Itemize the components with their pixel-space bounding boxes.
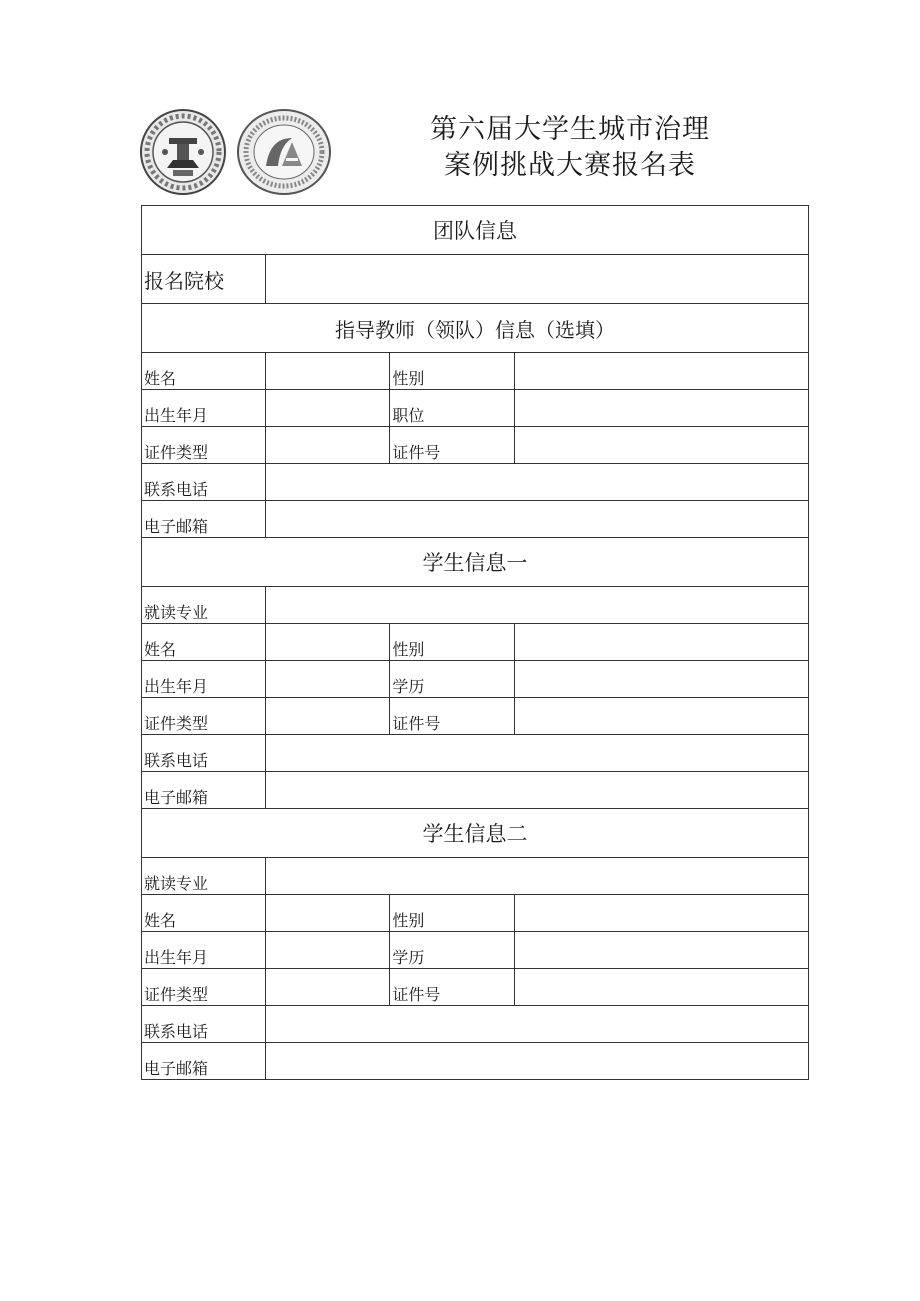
student2-id-no-label: 证件号: [390, 969, 514, 1006]
advisor-id-type-input-cell[interactable]: [266, 427, 390, 464]
form-title: [380, 112, 760, 184]
student2-major-input-cell[interactable]: [266, 858, 809, 895]
registration-form-table: [141, 205, 809, 1080]
sjtu-seal-logo: [139, 108, 227, 196]
advisor-gender-input-cell[interactable]: [514, 353, 808, 390]
advisor-birth-label: 出生年月: [142, 390, 266, 427]
advisor-id-no-label: 证件号: [390, 427, 514, 464]
advisor-name-input-cell[interactable]: [266, 353, 390, 390]
section-header-team: 团队信息: [142, 206, 809, 255]
section-header-student2: 学生信息二: [142, 809, 809, 858]
student2-email-label: 电子邮箱: [142, 1043, 266, 1080]
student2-phone-label: 联系电话: [142, 1006, 266, 1043]
organizer-seal-logo: [236, 108, 332, 196]
student1-gender-input-cell[interactable]: [514, 624, 808, 661]
student2-id-type-input-cell[interactable]: [266, 969, 390, 1006]
student1-education-input-cell[interactable]: [514, 661, 808, 698]
student2-gender-input-cell[interactable]: [514, 895, 808, 932]
student1-birth-label: 出生年月: [142, 661, 266, 698]
student2-id-no-input-cell[interactable]: [514, 969, 808, 1006]
student2-major-label: 就读专业: [142, 858, 266, 895]
student2-gender-label: 性别: [390, 895, 514, 932]
student2-name-label: 姓名: [142, 895, 266, 932]
student1-email-label: 电子邮箱: [142, 772, 266, 809]
advisor-gender-label: 性别: [390, 353, 514, 390]
student2-birth-input-cell[interactable]: [266, 932, 390, 969]
student2-birth-label: 出生年月: [142, 932, 266, 969]
advisor-id-no-input-cell[interactable]: [514, 427, 808, 464]
student2-education-input-cell[interactable]: [514, 932, 808, 969]
student1-id-no-label: 证件号: [390, 698, 514, 735]
advisor-birth-input-cell[interactable]: [266, 390, 390, 427]
advisor-phone-label: 联系电话: [142, 464, 266, 501]
advisor-position-input-cell[interactable]: [514, 390, 808, 427]
student1-id-type-label: 证件类型: [142, 698, 266, 735]
student1-gender-label: 性别: [390, 624, 514, 661]
student1-id-type-input-cell[interactable]: [266, 698, 390, 735]
student1-birth-input-cell[interactable]: [266, 661, 390, 698]
student2-email-input-cell[interactable]: [266, 1043, 809, 1080]
student2-phone-input-cell[interactable]: [266, 1006, 809, 1043]
advisor-email-label: 电子邮箱: [142, 501, 266, 538]
school-input-cell[interactable]: [266, 255, 809, 304]
student1-major-input-cell[interactable]: [266, 587, 809, 624]
student1-phone-label: 联系电话: [142, 735, 266, 772]
student2-education-label: 学历: [390, 932, 514, 969]
section-header-student1: 学生信息一: [142, 538, 809, 587]
student1-phone-input-cell[interactable]: [266, 735, 809, 772]
section-header-advisor: 指导教师（领队）信息（选填）: [142, 304, 809, 353]
advisor-position-label: 职位: [390, 390, 514, 427]
student1-education-label: 学历: [390, 661, 514, 698]
logo-group: [139, 108, 334, 198]
student1-major-label: 就读专业: [142, 587, 266, 624]
student2-id-type-label: 证件类型: [142, 969, 266, 1006]
student1-name-input-cell[interactable]: [266, 624, 390, 661]
advisor-name-label: 姓名: [142, 353, 266, 390]
title-line-1: 第六届大学生城市治理: [430, 114, 710, 145]
advisor-phone-input-cell[interactable]: [266, 464, 809, 501]
advisor-email-input-cell[interactable]: [266, 501, 809, 538]
title-line-2: 案例挑战大赛报名表: [444, 150, 696, 181]
student2-name-input-cell[interactable]: [266, 895, 390, 932]
student1-id-no-input-cell[interactable]: [514, 698, 808, 735]
advisor-id-type-label: 证件类型: [142, 427, 266, 464]
student1-email-input-cell[interactable]: [266, 772, 809, 809]
student1-name-label: 姓名: [142, 624, 266, 661]
school-label: 报名院校: [142, 255, 266, 304]
